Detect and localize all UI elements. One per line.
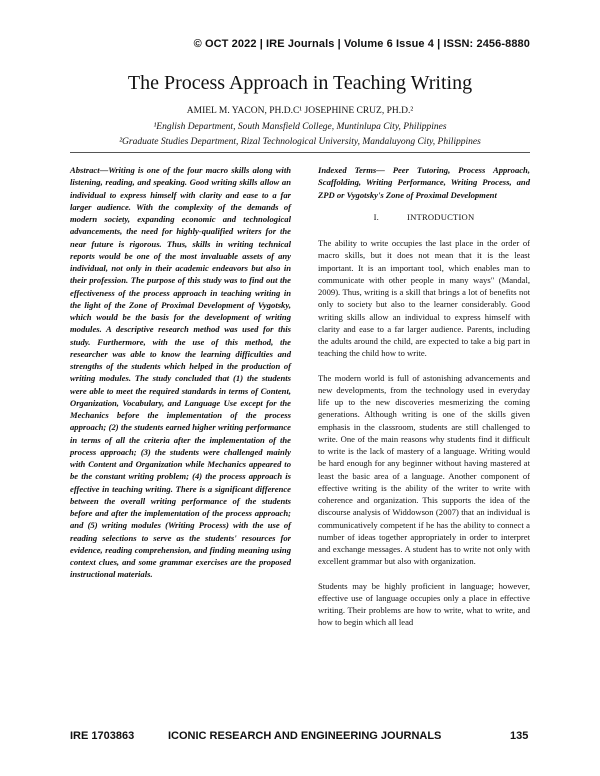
intro-paragraph-3: Students may be highly proficient in language; however, effective use of language occupies only a place in effective writing. Their problems are how to write, what to write, and how to begin which all lead — [318, 580, 530, 628]
footer-page-number: 135 — [510, 730, 529, 742]
paper-title: The Process Approach in Teaching Writing — [127, 72, 473, 94]
intro-paragraph-2: The modern world is full of astonishing advancements and new developments, from the technology used in everyday life up to the new discoveries mesmerizing the coming generations. Although writing is one of the skills given emphasis in the classroom, students are still challenged to write. One of the main reasons why students find it difficult to write is the lack of mastery of a language. Writing would be hard enough for any beginner without having mastered at least the basic area of a language. Another component of effective writing is the ability of the writer to write with coherence and organization. This supports the idea of the discourse analysis of Widdowson (2007) that an individual is communicatively competent if he has the ability to connect a number of ideas together appropriately in order to interpret and exchange messages. A student has to write not only with excellent grammar but also with organization. — [318, 372, 530, 567]
affiliation-1: ¹English Department, South Mansfield College, Muntinlupa City, Philippines — [153, 122, 447, 132]
affiliation-2: ²Graduate Studies Department, Rizal Technological University, Mandaluyong City, Philippines — [119, 137, 481, 147]
abstract: Abstract—Writing is one of the four macro skills along with listening, reading, and speaking. Good writing skills allow an individual to express himself with clarity and ease to a far larger audience. With the complexity of the demands of modern society, expanding economic and technological advancements, the need for highly-qualified writers for the near future is rigorous. Thus, skills in writing technical reports would be one of the most invaluable assets of any individual, not only in their academic endeavors but also in their profession. The purpose of this study was to find out the effectiveness of the process approach in teaching writing in the light of the Zone of Proximal Development of Vygotsky, which would be the basis for the development of writing modules. A descriptive research method was used for this study. Furthermore, with the use of this method, the researcher was able to know the learning difficulties and strengths of the students which helped in the production of writing modules. The study concluded that (1) the students were able to meet the required standards in terms of Content, Organization, Vocabulary, and Language Use except for the Mechanics before the implementation of the process approach; (2) the students earned higher writing performance in terms of all the criteria after the implementation of the process approach; (3) the students were challenged mainly with Content and Organization while Mechanics appeared to be the constant writing problem; (4) the process approach is effective in teaching writing. There is a significant difference between the overall writing performance of the students before and after the implementation of the process approach; and (5) writing modules (Writing Process) with the use of reading selections to serve as the students' resources for evidence, reading comprehension, and finding meaning using context clues, and some grammar exercises are the proposed instructional materials. — [70, 165, 291, 580]
header-divider — [70, 152, 530, 153]
journal-header: © OCT 2022 | IRE Journals | Volume 6 Issue 4 | ISSN: 2456-8880 — [193, 38, 530, 50]
section-number: I. — [373, 211, 380, 222]
indexed-terms: Indexed Terms— Peer Tutoring, Process Approach, Scaffolding, Writing Performance, Writing Process, and ZPD or Vygotsky's Zone of Proximal Development — [318, 165, 530, 200]
footer-journal-name: ICONIC RESEARCH AND ENGINEERING JOURNALS — [168, 730, 442, 742]
right-column — [318, 164, 530, 641]
section-title: INTRODUCTION — [407, 211, 475, 222]
paper-authors: AMIEL M. YACON, PH.D.C¹ JOSEPHINE CRUZ, PH.D.² — [186, 106, 414, 116]
footer-article-id: IRE 1703863 — [70, 730, 135, 742]
section-heading — [318, 211, 530, 223]
intro-paragraph-1: The ability to write occupies the last place in the order of macro skills, but it does not mean that it is the least important. It is an important tool, which enables man to communicate with other people in many ways" (Mandal, 2009). Thus, writing is a skill that brings a lot of benefits not only to society but also to the learner considerably. Good writing skills allow an individual to express himself with clarity and ease to a far larger audience. Parents, including the adults around the child, are expected to take a big part in teaching the child how to write. — [318, 238, 530, 359]
left-column — [70, 164, 291, 581]
